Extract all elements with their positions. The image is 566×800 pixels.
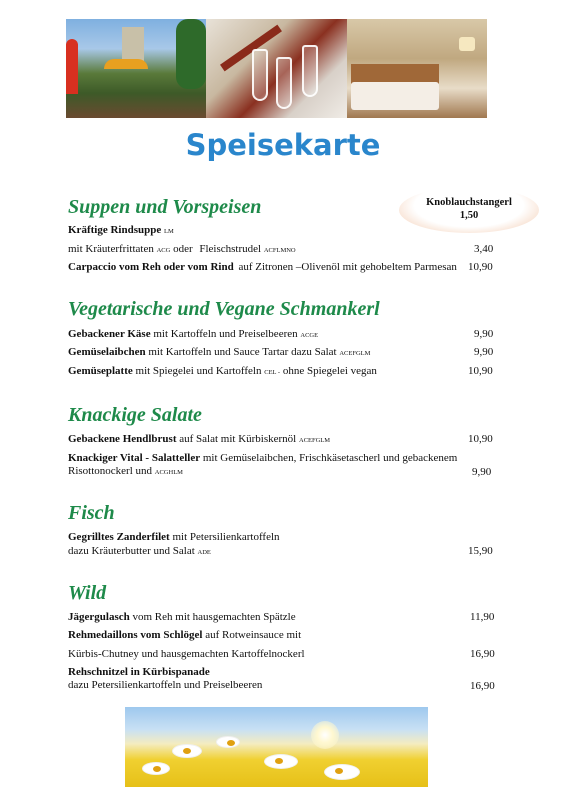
menu-item-rehschnitzel-cont	[68, 679, 262, 691]
allergen-codes: ADE	[197, 549, 211, 556]
allergen-codes: ACEFGLM	[339, 350, 371, 357]
dish-name: Rehmedaillons vom Schlögel	[68, 629, 203, 641]
menu-item-zanderfilet	[68, 531, 280, 543]
dish-description: auf Salat mit Kürbiskernöl	[179, 433, 297, 445]
headboard-shape	[351, 64, 439, 84]
daisy-shape	[325, 765, 359, 779]
allergen-codes: ACG	[156, 247, 171, 254]
umbrella-shape	[66, 39, 78, 94]
allergen-codes: LM	[163, 228, 174, 235]
menu-item-gebackener-kaese	[68, 328, 318, 340]
badge-price: 1,50	[459, 210, 479, 221]
dish-name: Gebackener Käse	[68, 328, 151, 340]
menu-item-zanderfilet-cont	[68, 545, 211, 557]
terrace-photo	[66, 19, 206, 118]
parasol-shape	[104, 59, 148, 69]
daisy-shape	[143, 763, 169, 774]
dish-name: Jägergulasch	[68, 611, 130, 623]
dish-description: auf Rotweinsauce mit	[205, 629, 302, 641]
dish-description: auf Zitronen –Olivenöl mit gehobeltem Parmesan	[238, 261, 457, 273]
dish-description: dazu Kräuterbutter und Salat	[68, 545, 195, 557]
allergen-codes: ACEFGLM	[299, 437, 331, 444]
bed-shape	[351, 82, 439, 110]
price: 16,90	[470, 680, 495, 692]
menu-item-rindsuppe	[68, 224, 174, 236]
price: 3,40	[474, 243, 494, 255]
dish-description: mit Kartoffeln und Preiselbeeren	[153, 328, 298, 340]
section-heading-suppen: Suppen und Vorspeisen	[68, 196, 262, 218]
price: 16,90	[470, 648, 495, 660]
dish-name: Gemüseplatte	[68, 365, 133, 377]
section-heading-wild: Wild	[68, 582, 107, 604]
price: 10,90	[468, 433, 493, 445]
dish-name: Carpaccio vom Reh oder vom Rind	[68, 261, 234, 273]
dish-name: Knackiger Vital - Salatteller	[68, 452, 201, 464]
allergen-codes: ACGHLM	[154, 469, 183, 476]
section-heading-salate: Knackige Salate	[68, 404, 202, 426]
sun-glow-shape	[311, 721, 339, 749]
allergen-codes: CEL -	[264, 369, 281, 376]
page-title: Speisekarte	[185, 128, 381, 162]
garlic-bread-badge	[399, 187, 539, 233]
badge-item: Knoblauchstangerl	[426, 197, 512, 208]
menu-item-rehschnitzel	[68, 666, 210, 678]
dish-description: mit Kartoffeln und Sauce Tartar dazu Salat	[148, 346, 337, 358]
daisy-shape	[265, 755, 297, 768]
dish-description: mit Gemüselaibchen, Frischkäsetascherl und gebackenem	[202, 452, 458, 464]
daisy-shape	[173, 745, 201, 757]
menu-item-gemueselaibchen	[68, 346, 370, 358]
section-heading-fisch: Fisch	[68, 502, 115, 524]
header-photo-strip	[66, 19, 487, 118]
dish-description: Fleischstrudel	[199, 243, 262, 255]
daisy-shape	[217, 737, 239, 747]
menu-item-gemueseplatte	[68, 365, 377, 377]
menu-item-jaegergulasch	[68, 611, 296, 623]
dish-description: mit Petersilienkartoffeln	[172, 531, 280, 543]
price: 10,90	[468, 365, 493, 377]
dish-description: Risottonockerl und	[68, 465, 153, 477]
menu-item-hendlbrust	[68, 433, 330, 445]
wine-glass-shape	[302, 45, 318, 97]
dish-name: Kräftige Rindsuppe	[68, 224, 162, 236]
table-setting-photo	[206, 19, 346, 118]
price: 11,90	[470, 611, 495, 623]
price: 9,90	[474, 328, 494, 340]
price: 9,90	[474, 346, 494, 358]
wine-glass-shape	[276, 57, 292, 109]
section-heading-vegetarisch: Vegetarische und Vegane Schmankerl	[68, 298, 380, 320]
hotel-room-photo	[347, 19, 487, 118]
tree-shape	[176, 19, 206, 89]
dish-description: dazu Petersilienkartoffeln und Preiselbeeren	[68, 679, 263, 691]
dish-description: mit Spiegelei und Kartoffeln	[135, 365, 262, 377]
menu-item-carpaccio	[68, 261, 457, 273]
dish-name: Gebackene Hendlbrust	[68, 433, 177, 445]
price: 10,90	[468, 261, 493, 273]
dish-description: ohne Spiegelei vegan	[282, 365, 377, 377]
flower-meadow-photo	[125, 707, 428, 787]
dish-description: Kürbis-Chutney und hausgemachten Kartoffelnockerl	[68, 648, 305, 660]
price: 15,90	[468, 545, 493, 557]
allergen-codes: ACGE	[300, 332, 319, 339]
wine-glass-shape	[252, 49, 268, 101]
menu-item-rehmedaillons	[68, 629, 301, 641]
price: 9,90	[472, 466, 492, 478]
menu-item-vital-salatteller	[68, 452, 457, 464]
menu-item-rehmedaillons-cont	[68, 648, 305, 660]
dish-description: vom Reh mit hausgemachten Spätzle	[132, 611, 296, 623]
dish-connector: oder	[173, 243, 193, 255]
dish-name: Gemüselaibchen	[68, 346, 146, 358]
allergen-codes: ACFLMNO	[263, 247, 296, 254]
menu-item-rindsuppe-options	[68, 243, 296, 255]
dish-name: Rehschnitzel in Kürbispanade	[68, 666, 210, 678]
napkin-shape	[220, 25, 282, 72]
lamp-shape	[459, 37, 475, 51]
dish-description: mit Kräuterfrittaten	[68, 243, 154, 255]
menu-item-vital-salatteller-cont	[68, 465, 183, 477]
dish-name: Gegrilltes Zanderfilet	[68, 531, 170, 543]
